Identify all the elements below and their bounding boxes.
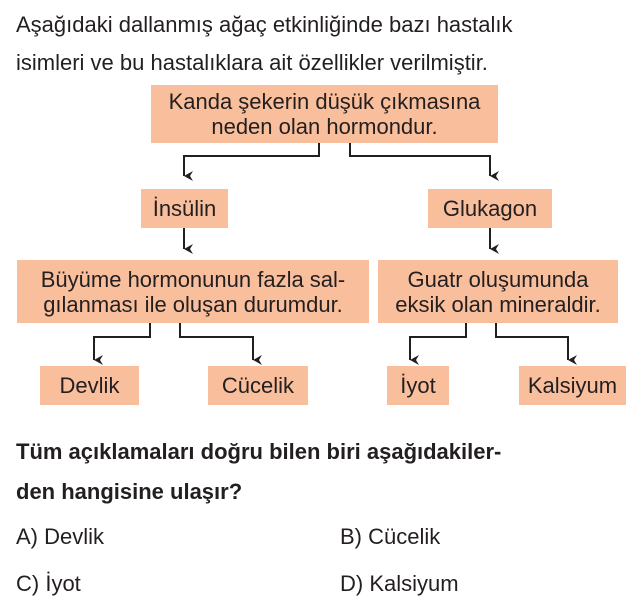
question-line-2: den hangisine ulaşır? — [16, 479, 243, 504]
connector-right-kalsiyum — [496, 323, 568, 360]
connector-root-left — [184, 143, 319, 176]
hormone-box-glukagon: Glukagon — [428, 189, 552, 228]
question-line-1: Tüm açıklamaları doğru bilen biri aşağıdakiler- — [16, 439, 502, 464]
desc-box-left — [17, 260, 369, 323]
intro-line-1: Aşağıdaki dallanmış ağaç etkinliğinde bazı hastalık — [16, 12, 513, 37]
option-c[interactable]: C) İyot — [16, 571, 81, 596]
hormone-box-insulin: İnsülin — [141, 189, 228, 228]
root-box — [151, 85, 498, 143]
question-text — [16, 432, 616, 512]
desc-right-line-2: eksik olan mineraldir. — [395, 291, 601, 317]
desc-right-line-1: Guatr oluşumunda — [407, 266, 589, 292]
root-line-2: neden olan hormondur. — [211, 114, 438, 139]
desc-left-line-2: gılanması ile oluşan durumdur. — [43, 291, 343, 317]
desc-left-line-1: Büyüme hormonunun fazla sal- — [40, 266, 346, 292]
connector-right-iyot — [410, 323, 466, 360]
connector-left-devlik — [94, 323, 150, 360]
desc-box-right — [378, 260, 618, 323]
connector-left-cucelik — [180, 323, 253, 360]
option-a[interactable]: A) Devlik — [16, 524, 105, 549]
leaf-box-kalsiyum: Kalsiyum — [519, 366, 626, 405]
option-b[interactable]: B) Cücelik — [340, 524, 441, 549]
intro-line-2: isimleri ve bu hastalıklara ait özellikler verilmiştir. — [16, 50, 488, 75]
leaf-box-devlik: Devlik — [40, 366, 139, 405]
option-d[interactable]: D) Kalsiyum — [340, 571, 459, 596]
connector-root-right — [350, 143, 490, 176]
leaf-box-cucelik: Cücelik — [208, 366, 308, 405]
leaf-box-iyot: İyot — [387, 366, 449, 405]
root-line-1: Kanda şekerin düşük çıkmasına — [168, 89, 481, 114]
